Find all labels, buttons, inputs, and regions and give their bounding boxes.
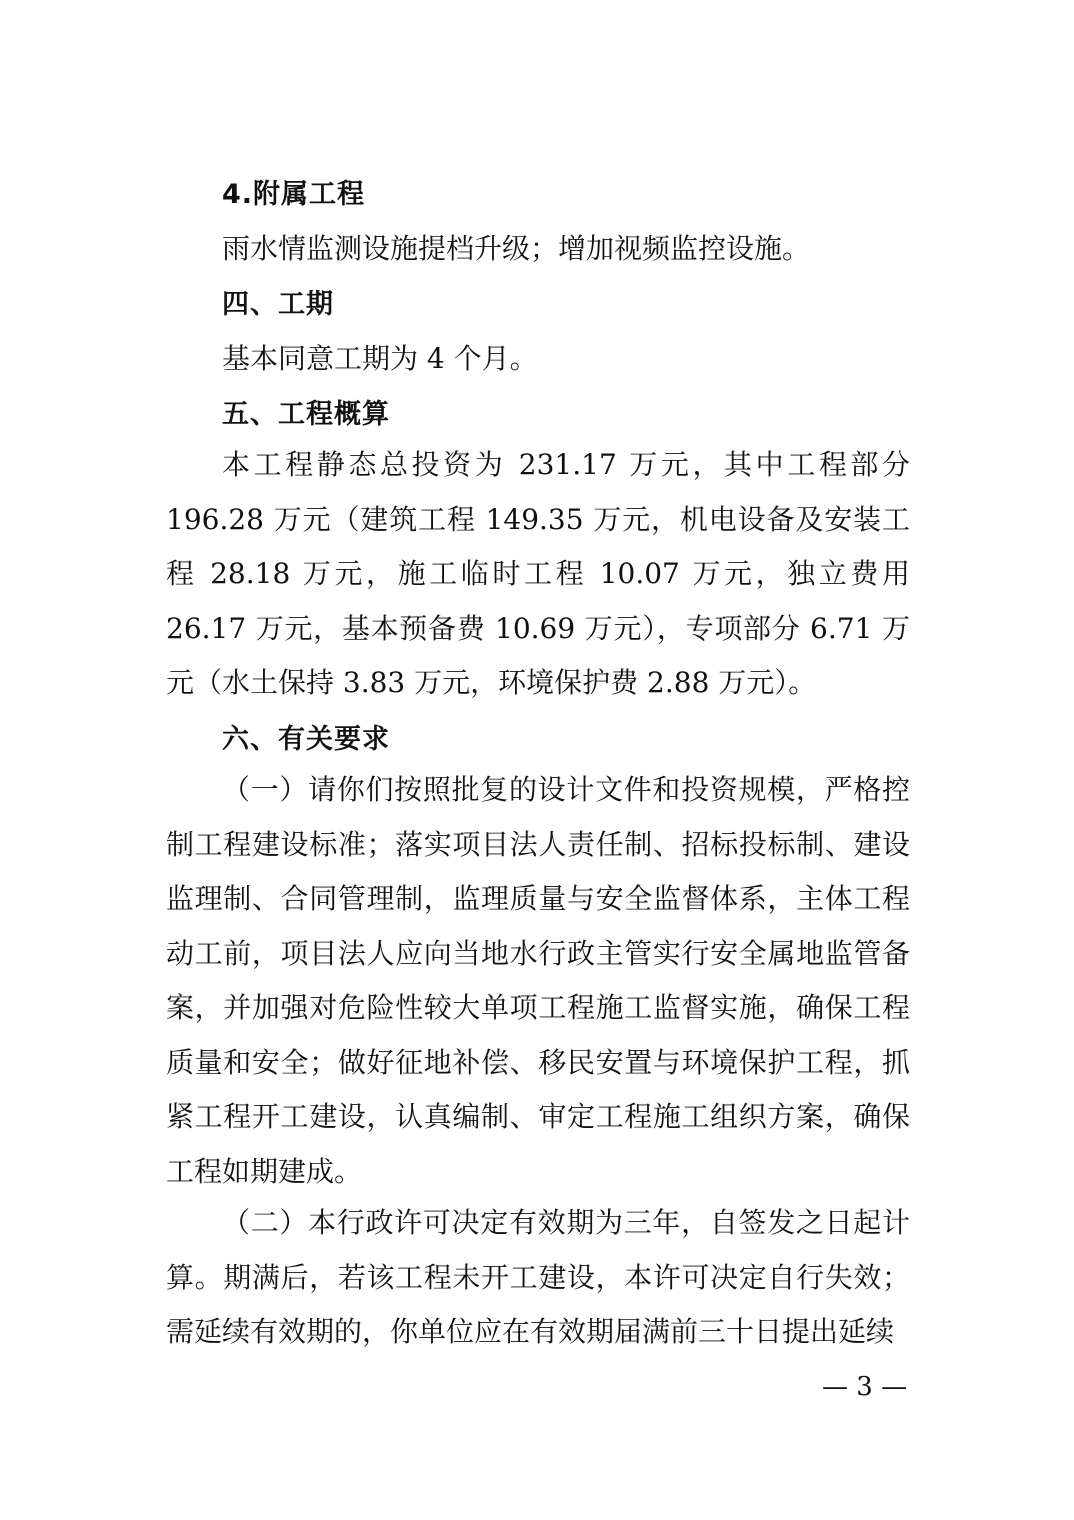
section-heading-budget: 五、工程概算 <box>222 399 390 430</box>
requirements-item-1: （一）请你们按照批复的设计文件和投资规模，严格控制工程建设标准；落实项目法人责任制、招标投标制、建设监理制、合同管理制，监理质量与安全监督体系，主体工程动工前，项目法人应向当地水行政主管实行安全属地监管备案，并加强对危险性较大单项工程施工监督实施，确保工程质量和安全；做好征地补偿、移民安置与环境保护工程，抓紧工程开工建设，认真编制、审定工程施工组织方案，确保工程如期建成。 <box>166 773 910 1188</box>
section-heading-requirements: 六、有关要求 <box>222 724 390 755</box>
budget-paragraph: 本工程静态总投资为 231.17 万元，其中工程部分 196.28 万元（建筑工程 149.35 万元，机电设备及安装工程 28.18 万元，施工临时工程 10.07 万元，独立费用 26.17 万元，基本预备费 10.69 万元），专项部分 6.71 万元（水土保持 3.83 万元，环境保护费 2.88 万元）。 <box>166 448 910 699</box>
schedule-text: 基本同意工期为 4 个月。 <box>222 342 538 375</box>
section-heading-attached-works: 4.附属工程 <box>222 179 366 210</box>
attached-works-text: 雨水情监测设施提档升级；增加视频监控设施。 <box>222 232 811 265</box>
page-number: — 3 — <box>822 1372 908 1402</box>
requirements-item-2: （二）本行政许可决定有效期为三年，自签发之日起计算。期满后，若该工程未开工建设，本许可决定自行失效；需延续有效期的，你单位应在有效期届满前三十日提出延续 <box>166 1206 910 1348</box>
section-heading-schedule: 四、工期 <box>222 289 334 320</box>
